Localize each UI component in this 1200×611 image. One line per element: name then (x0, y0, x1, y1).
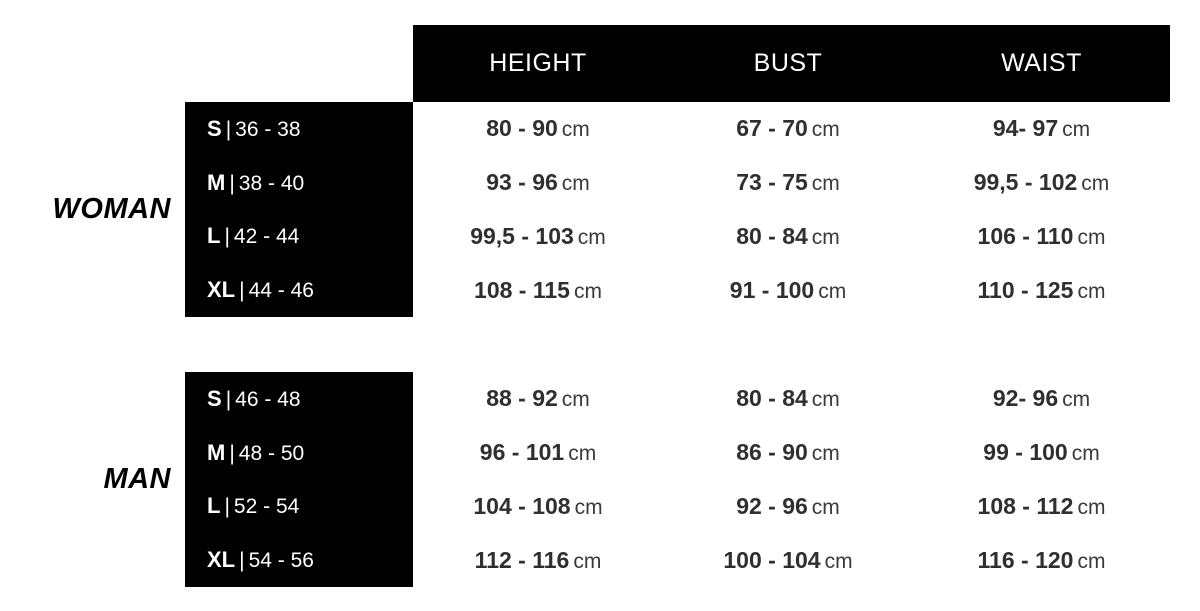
measure-unit: cm (1077, 225, 1106, 249)
rows-woman (185, 102, 1200, 317)
size-cell (185, 547, 413, 573)
measure-value: 106 - 110 (977, 222, 1074, 249)
measure-value: 67 - 70 (736, 115, 808, 142)
measure-value: 80 - 90 (486, 115, 558, 142)
measure-waist (913, 169, 1170, 196)
group-label-woman: WOMAN (52, 193, 171, 225)
table-row (185, 156, 1200, 210)
measure-waist (913, 493, 1170, 520)
table-row (185, 102, 1200, 156)
column-header-height: HEIGHT (489, 49, 587, 77)
table-row (185, 372, 1200, 426)
table-row (185, 480, 1200, 534)
size-label: M (207, 439, 226, 465)
size-range: 52 - 54 (233, 495, 300, 519)
size-cell (185, 223, 413, 249)
measure-unit: cm (1077, 495, 1106, 519)
group-label-man: MAN (103, 463, 171, 495)
size-cell (185, 440, 413, 466)
measure-value: 92- 96 (992, 385, 1059, 412)
measure-unit: cm (1077, 279, 1106, 303)
size-cell (185, 277, 413, 303)
size-range: 48 - 50 (238, 441, 305, 465)
size-separator: | (224, 225, 230, 249)
measure-unit: cm (1077, 549, 1106, 573)
measure-value: 93 - 96 (486, 169, 558, 196)
measure-value: 104 - 108 (473, 492, 571, 519)
measure-value: 73 - 75 (736, 169, 808, 196)
measure-unit: cm (574, 495, 603, 519)
measure-bust (663, 439, 913, 466)
size-label: S (207, 385, 222, 411)
measure-unit: cm (824, 549, 853, 573)
measure-unit: cm (811, 172, 840, 196)
measure-unit: cm (811, 495, 840, 519)
measure-bust (663, 169, 913, 196)
measure-unit: cm (561, 388, 590, 412)
size-label: XL (207, 277, 236, 303)
table-header (413, 25, 1170, 102)
measure-unit: cm (811, 388, 840, 412)
size-cell (185, 116, 413, 142)
measure-value: 88 - 92 (486, 385, 558, 412)
measure-waist (913, 547, 1170, 574)
size-separator: | (229, 171, 235, 195)
measure-value: 94- 97 (992, 115, 1059, 142)
measure-value: 99,5 - 102 (973, 169, 1078, 196)
size-cell (185, 170, 413, 196)
size-cell (185, 493, 413, 519)
measure-value: 99 - 100 (983, 439, 1068, 466)
measure-value: 108 - 115 (474, 276, 570, 303)
size-separator: | (229, 441, 235, 465)
size-range: 42 - 44 (233, 225, 300, 249)
measure-height (413, 223, 663, 250)
size-label: S (207, 115, 222, 141)
size-label: XL (207, 547, 236, 573)
size-separator: | (225, 387, 232, 411)
measure-waist (913, 115, 1170, 142)
measure-bust (663, 493, 913, 520)
size-separator: | (225, 117, 232, 141)
measure-value: 80 - 84 (736, 222, 808, 249)
measure-unit: cm (1062, 118, 1091, 142)
measure-waist (913, 385, 1170, 412)
measure-waist (913, 223, 1170, 250)
measure-bust (663, 277, 913, 304)
measure-unit: cm (818, 279, 847, 303)
measure-value: 99,5 - 103 (470, 222, 574, 249)
measure-bust (663, 115, 913, 142)
table-row (185, 533, 1200, 587)
measure-height (413, 439, 663, 466)
size-separator: | (239, 279, 245, 303)
measure-unit: cm (577, 225, 606, 249)
measure-height (413, 277, 663, 304)
measure-bust (663, 385, 913, 412)
measure-value: 91 - 100 (729, 276, 815, 303)
measure-unit: cm (811, 442, 840, 466)
measure-height (413, 493, 663, 520)
measure-bust (663, 547, 913, 574)
measure-value: 92 - 96 (736, 492, 808, 519)
measure-unit: cm (811, 118, 840, 142)
group-woman (0, 102, 1200, 317)
measure-value: 116 - 120 (977, 546, 1074, 573)
measure-unit: cm (573, 279, 602, 303)
measure-height (413, 169, 663, 196)
table-row (185, 263, 1200, 317)
measure-bust (663, 223, 913, 250)
size-range: 54 - 56 (248, 549, 314, 573)
measure-height (413, 385, 663, 412)
measure-value: 100 - 104 (723, 546, 821, 573)
measure-value: 112 - 116 (474, 546, 570, 573)
size-separator: | (239, 549, 245, 573)
measure-value: 96 - 101 (479, 439, 565, 466)
table-row (185, 210, 1200, 264)
measure-unit: cm (568, 442, 597, 466)
measure-unit: cm (811, 225, 840, 249)
measure-unit: cm (1062, 388, 1091, 412)
size-range: 46 - 48 (235, 387, 301, 411)
size-label: M (207, 169, 226, 195)
measure-unit: cm (1081, 172, 1110, 196)
size-range: 44 - 46 (248, 279, 314, 303)
size-label: L (207, 223, 221, 249)
column-header-waist: WAIST (1001, 49, 1082, 77)
table-row (185, 426, 1200, 480)
measure-value: 108 - 112 (977, 492, 1074, 519)
group-man (0, 372, 1200, 587)
measure-unit: cm (1071, 442, 1100, 466)
measure-value: 110 - 125 (977, 276, 1074, 303)
size-range: 36 - 38 (235, 117, 301, 141)
size-separator: | (224, 495, 230, 519)
column-header-bust: BUST (753, 49, 823, 77)
measure-value: 80 - 84 (736, 385, 808, 412)
measure-height (413, 547, 663, 574)
size-cell (185, 386, 413, 412)
measure-waist (913, 277, 1170, 304)
measure-unit: cm (573, 549, 602, 573)
measure-unit: cm (561, 172, 590, 196)
measure-value: 86 - 90 (736, 439, 808, 466)
measure-waist (913, 439, 1170, 466)
size-label: L (207, 493, 221, 519)
measure-unit: cm (561, 118, 590, 142)
size-range: 38 - 40 (238, 171, 305, 195)
measure-height (413, 115, 663, 142)
rows-man (185, 372, 1200, 587)
